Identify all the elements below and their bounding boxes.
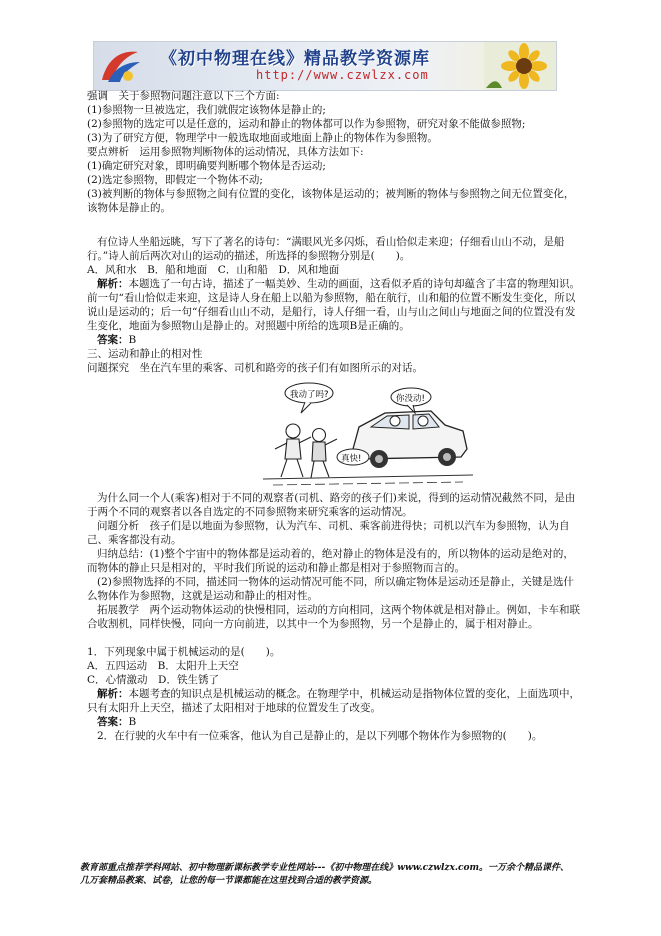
banner-title: 《初中物理在线》精品教学资源库 <box>160 49 430 69</box>
bubble-driver: 你没动! <box>396 394 425 404</box>
bubble-kids: 真快! <box>341 454 362 464</box>
spacer <box>87 631 583 645</box>
header-banner <box>93 41 557 91</box>
analysis-label: 解析： <box>97 688 129 700</box>
site-logo-icon <box>98 46 142 86</box>
answer-label: 答案： <box>97 334 129 346</box>
method-heading: 要点辨析 运用参照物判断物体的运动情况，具体方法如下: <box>87 146 364 158</box>
summary-2: (2)参照物选择的不同，描述同一物体的运动情况可能不同，所以确定物体是运动还是静止，关键是选什么物体作为参照物，这就是运动和静止的相对性。 <box>87 576 574 602</box>
question-1-answer <box>87 715 583 729</box>
document-body <box>87 89 583 743</box>
emphasis-item-1: (1)参照物一旦被选定，我们就假定该物体是静止的; <box>87 104 326 116</box>
summary-1: 归纳总结：(1)整个宇宙中的物体都是运动着的，绝对静止的物体是没有的，所以物体的运动是绝对的，而物体的静止只是相对的，平时我们所说的运动和静止都是相对于参照物而言的。 <box>87 548 574 574</box>
poem-answer-value: B <box>128 334 137 346</box>
footer-line-2: 几万套精品教案、试卷，让您的每一节课都能在这里找到合适的教学资源。 <box>80 876 378 886</box>
answer-label: 答案： <box>97 716 129 728</box>
page-footer <box>80 862 580 888</box>
problem-analysis: 问题分析 孩子们是以地面为参照物，认为汽车、司机、乘客前进得快；司机以汽车为参照物，认为自己、乘客都没有动。 <box>87 520 570 546</box>
question-2: 2．在行驶的火车中有一位乘客，他认为自己是静止的，是以下列哪个物体作为参照物的( )。 <box>97 730 543 742</box>
poem-question: 有位诗人坐船远眺，写下了著名的诗句：“满眼风光多闪烁，看山恰似走来迎；仔细看山山不动，是船行。”诗人前后两次对山的运动的描述，所选择的参照物分别是( )。 <box>87 236 565 262</box>
poem-analysis <box>87 277 583 333</box>
spacer <box>87 215 583 235</box>
analysis-label: 解析： <box>97 278 129 290</box>
question-1-answer-value: B <box>128 716 137 728</box>
method-item-2: (2)选定参照物，即假定一个物体不动; <box>87 174 263 186</box>
emphasis-item-2: (2)参照物的选定可以是任意的，运动和静止的物体都可以作为参照物，研究对象不能做参照物; <box>87 118 526 130</box>
emphasis-item-3: (3)为了研究方便，物理学中一般选取地面或地面上静止的物体作为参照物。 <box>87 132 438 144</box>
car-dialogue-illustration <box>263 379 473 491</box>
question-1-analysis <box>87 687 583 715</box>
relative-paragraph-1: 为什么同一个人(乘客)相对于不同的观察者(司机、路旁的孩子们)来说，得到的运动情况截然不同，是由于两个不同的观察者以各自选定的不同参照物来研究乘客的运动情况。 <box>87 492 576 518</box>
method-item-3: (3)被判断的物体与参照物之间有位置的变化，该物体是运动的；被判断的物体与参照物之间无位置变化，该物体是静止的。 <box>87 188 575 214</box>
footer-line-1: 教育部重点推荐学科网站、初中物理新课标教学专业性网站---《初中物理在线》www.czwlzx.com。一万余个精品课件、 <box>80 863 570 873</box>
question-1-analysis-text: 本题考查的知识点是机械运动的概念。在物理学中，机械运动是指物体位置的变化，上面选项中，只有太阳升上天空，描述了太阳相对于地球的位置发生了改变。 <box>87 688 580 714</box>
poem-analysis-text: 本题选了一句古诗，描述了一幅美妙、生动的画面，这看似矛盾的诗句却蕴含了丰富的物理知识。前一句“看山恰似走来迎，这是诗人身在船上以船为参照物，船在航行，山和船的位置不断发生变化，所以说山是运动的；后一句“仔细看山山不动，是船行，诗人仔细一看，山与山之间山与地面之间的位置没有发生变化，地面为参照物山是静止的。对照题中所给的选项B是正确的。 <box>87 278 580 332</box>
question-1-options-ab: A．五四运动 B．太阳升上天空 <box>87 660 239 672</box>
car-scene-drawing <box>263 379 473 491</box>
section-heading-relative: 三、运动和静止的相对性 <box>87 348 203 360</box>
method-item-1: (1)确定研究对象，即明确要判断哪个物体是否运动; <box>87 160 326 172</box>
question-1-options-cd: C．心情激动 D．铁生锈了 <box>87 674 219 686</box>
extension-text: 拓展教学 两个运动物体运动的快慢相同，运动的方向相同，这两个物体就是相对静止。例如，卡车和联合收割机，同样快慢，同向一方向前进，以其中一个为参照物，另一个是静止的，属于相对静止。 <box>87 604 580 630</box>
inquiry-text: 问题探究 坐在汽车里的乘客、司机和路旁的孩子们有如图所示的对话。 <box>87 362 423 374</box>
emphasis-heading: 强调 关于参照物问题注意以下三个方面: <box>87 90 280 102</box>
banner-url[interactable]: http://www.czwlzx.com <box>256 68 429 82</box>
poem-answer <box>87 333 583 347</box>
poem-options: A．风和水 B．船和地面 C．山和船 D．风和地面 <box>87 264 340 276</box>
question-1: 1．下列现象中属于机械运动的是( )。 <box>87 646 281 658</box>
sunflower-icon <box>484 42 556 90</box>
bubble-passenger: 我动了吗? <box>290 390 329 400</box>
